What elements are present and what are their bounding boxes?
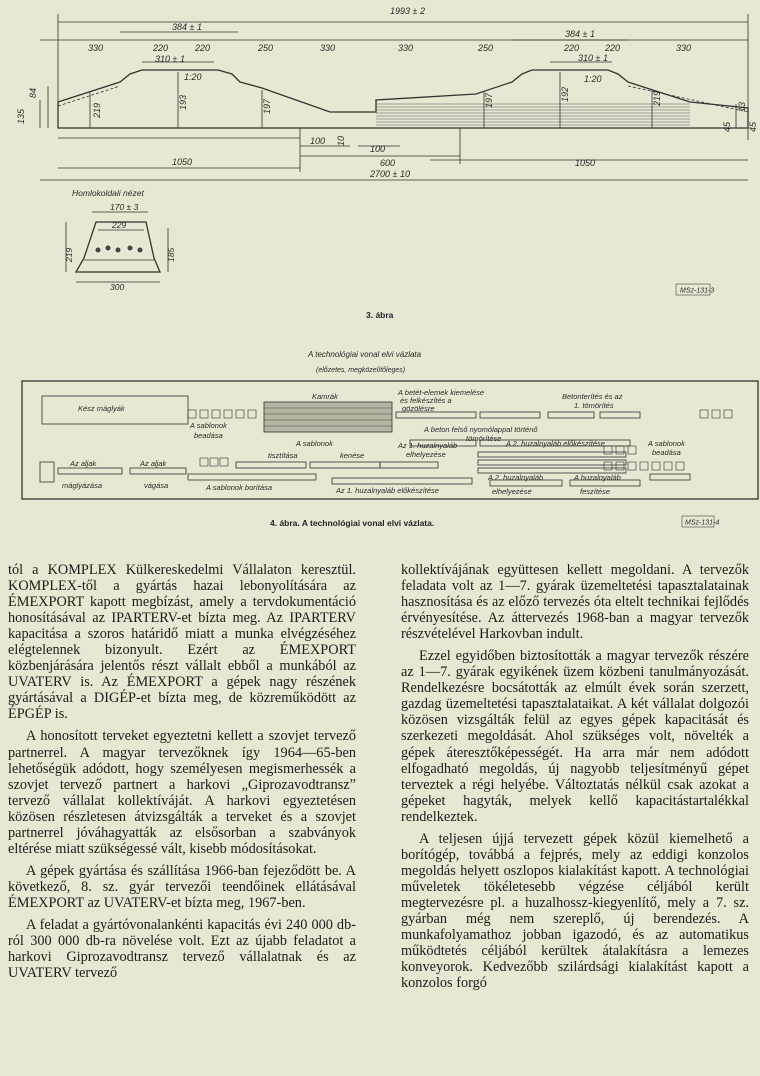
label-kenese: kenése [340,451,365,460]
dim-seg-10: 330 [676,43,692,53]
dim-600: 600 [380,158,396,168]
figure-3-end-view [64,188,176,292]
dim-10: 10 [336,135,346,146]
figure-3-caption: 3. ábra [366,310,394,320]
dim-left-84: 84 [28,87,38,98]
dim-h-2: 193 [178,94,188,110]
figure-3-ref: MSz-131-3 [680,287,715,295]
dim-h-3: 197 [262,98,272,114]
end-view-height-right: 185 [166,247,176,262]
left-column [8,562,356,987]
label-betet-1: A betét-elemek kiemelése [398,388,485,397]
label-sablonok-beadasa-left-1: A sablonok [190,421,227,430]
dim-100-a: 100 [310,136,326,146]
dim-seg-4: 250 [258,43,274,53]
dim-seg-8: 220 [564,43,580,53]
label-huzal2-elhelyezese-1: A 2. huzalnyaláb [488,473,544,482]
label-aljak-maglyazasa-2: máglyázása [62,481,103,490]
dim-left-135: 135 [16,108,26,124]
label-sablonok-tisztitasa-1: A sablonok [296,439,333,448]
label-huzal-feszitese-1: A huzalnyaláb [574,473,621,482]
end-view-title: Homlokoldali nézet [72,188,144,198]
end-view-top-width: 170 ± 3 [110,202,139,212]
paragraph: tól a KOMPLEX Külkereskedelmi Vállalaton keresztül. KOMPLEX-től a gyártás hazai lebonyolítására az ÉMEXPORT kapott megbízást, amely a tervdokumentáció honosításával az IPARTERV-et bízta meg. Az IPARTERV kapacitása a szoros határidő miatt a munka elvégzéséhez elégtelennek bizonyult. Ezért az ÉMEXPORT közbenjárására jelentős részt vállalt ebből a munkából az UVATERV is. Az ÉMEXPORT a gépek nagy részének gyártásával a DIGÉP-et bízta meg, de közreműködött az ÉPGÉP is. [8,562,356,723]
label-sablonok-beadasa-right-2: beadása [652,448,681,457]
dim-seg-7: 250 [478,43,494,53]
dim-310-right: 310 ± 1 [578,53,608,63]
paragraph: Ezzel egyidőben biztosították a magyar tervezők részére az 1—7. gyárak egyikének üzem közbeni tanulmányozását. Rendelkezésre bocsátották az elmúlt évek során szerzett, gazdag üzemeltetési tapasztalataikat. A két vállalat dolgozói közösen vizsgálták felül az egyes gépek kapacitását és szerkezeti megoldását. Ahol szükséges volt, növelték a gépek áteresztőképességét. Ha arra már nem adódott elfogadható megoldás, új nagyobb teljesítményű gépet terveztek a régi helyébe. Változtatás nélkül csak azokat a gépeket hagyták, melyek kellő kapacitástartalékkal rendelkeztek. [401,648,749,825]
figure-4-heading-1: A technológiai vonal elvi vázlata [308,350,422,359]
label-betonteritese-2: 1. tömörítés [574,401,614,410]
dim-384-left: 384 ± 1 [172,22,202,32]
figure-4-heading [307,350,422,374]
label-betet-2: és felkészítés a [400,396,452,405]
label-betonteritese-1: Betonterítés és az [562,392,623,401]
dim-total-width: 2700 ± 10 [370,169,410,179]
label-betet-3: gözölésre [402,404,435,413]
label-huzal1-elhelyezese-2: elhelyezése [406,450,446,459]
label-sablonok-boritasa: A sablonok borítása [206,483,273,492]
slope-left: 1:20 [184,72,202,82]
label-kesz-maglyak: Kész máglyák [78,404,125,413]
dim-100-b: 100 [370,144,386,154]
dim-right-45a: 45 [722,121,732,132]
label-aljak-maglyazasa-1: Az aljak [70,459,97,468]
dim-h-6: 219 [652,90,662,106]
paragraph: A feladat a gyártóvonalankénti kapacitás évi 240 000 db-ról 300 000 db-ra növelése volt. Ezt az újabb feladatot a harkovi Giprozavodtransz tervező vállalatnak és az UVATERV tervező [8,916,356,982]
figure-4-ref: MSz-131-4 [685,519,720,527]
slope-right: 1:20 [584,74,602,84]
label-huzalnyalab2: A 2. huzalnyaláb előkészítése [506,439,605,448]
dim-seg-2: 220 [153,43,169,53]
dim-384-right: 384 ± 1 [565,29,595,39]
dim-h-4: 197 [484,92,494,108]
end-view-inner-width: 229 [112,220,127,230]
dim-seg-1: 330 [88,43,104,53]
figure-4-caption: 4. ábra. A technológiai vonal elvi vázlata. [270,518,435,528]
paragraph: A gépek gyártása és szállítása 1966-ban fejeződött be. A következő, 8. sz. gyár tervezői teendőinek ellátásával ÉMEXPORT az UVATERV-et bízta meg, 1967-ben. [8,862,356,911]
end-view-bottom-width: 300 [110,282,125,292]
label-huzal1-elokeszitese: Az 1. huzalnyaláb előkészítése [336,486,439,495]
end-view-height-left: 219 [64,247,74,262]
dim-right-13: 13 [737,101,747,112]
figure-3-sleeper-drawing [40,14,748,180]
label-beton-felso-2: tömörítése [466,434,502,443]
label-beton-felso-1: A beton felső nyomólappal történő [424,425,538,434]
dim-1050-left: 1050 [172,157,193,167]
dim-310-left: 310 ± 1 [155,54,185,64]
dim-seg-6: 330 [398,43,414,53]
label-sablonok-tisztitasa-2: tisztítása [268,451,298,460]
label-aljak-vagasa-2: vágása [144,481,169,490]
dim-right-45b: 45 [748,121,758,132]
dim-h-5: 192 [560,86,570,102]
paragraph: A honosított terveket egyeztetni kellett a szovjet tervező partnerrel. A magyar tervezőknek így 1964—65-ben lehetőségük adódott, hogy személyesen megismerhessék a szovjet tervező partnert a harkovi „Giprozavodtranszˮ tervező vállalat kollektíváját. A harkovi egyeztetésen közösen részletesen átvizsgálták a terveket és a szovjet partnerrel jóváhagyatták az elsősorban a szabványok eltérése miatt szükségessé vált, kisebb módosításokat. [8,728,356,857]
dim-top-total: 1993 ± 2 [390,6,425,16]
figure-4-heading-2: (előzetes, megközelítőleges) [316,367,406,374]
label-aljak-vagasa-1: Az aljak [140,459,167,468]
label-sablonok-beadasa-right-1: A sablonok [648,439,685,448]
paragraph: A teljesen újjá tervezett gépek közül kiemelhető a borítógép, továbbá a fejprés, mely az eddigi konzolos megoldás helyett oszlopos kialakítást kapott. A technológiai műveletek tökéletesebb végzése céljából került megtervezésre pl. a huzalhossz-kiegyenlítő, mely a 7. sz. gyárban még nem szereplő, új berendezés. A munkafolyamathoz jobban igazodó, és az automatikus működtetés céljából kerültek átalakításra a lemezes konveyorok. Kedvezőbb szilárdsági kialakítást kapott a konzolos forgó [401,830,749,992]
dim-h-1: 219 [92,102,102,118]
label-kamrak: Kamrák [312,392,338,401]
label-huzal1-elhelyezese-1: Az 1. huzalnyaláb [398,441,458,450]
label-huzal2-elhelyezese-2: elhelyezése [492,487,532,496]
paragraph: kollektívájának együttesen kellett megoldani. A tervezők feladata volt az 1—7. gyárak üzemeltetési tapasztalatainak hasznosítása és az előző tervezés óta eltelt technikai fejlődés érvényesítése. Az áttervezés 1968-ban a magyar tervezők részvételével Harkovban indult. [401,562,749,643]
label-huzal-feszitese-2: feszítése [580,487,611,496]
dim-seg-3: 220 [195,43,211,53]
dim-seg-9: 220 [605,43,621,53]
right-column [401,562,749,997]
dim-1050-right: 1050 [575,158,596,168]
label-sablonok-beadasa-left-2: beadása [194,431,223,440]
dim-seg-5: 330 [320,43,336,53]
